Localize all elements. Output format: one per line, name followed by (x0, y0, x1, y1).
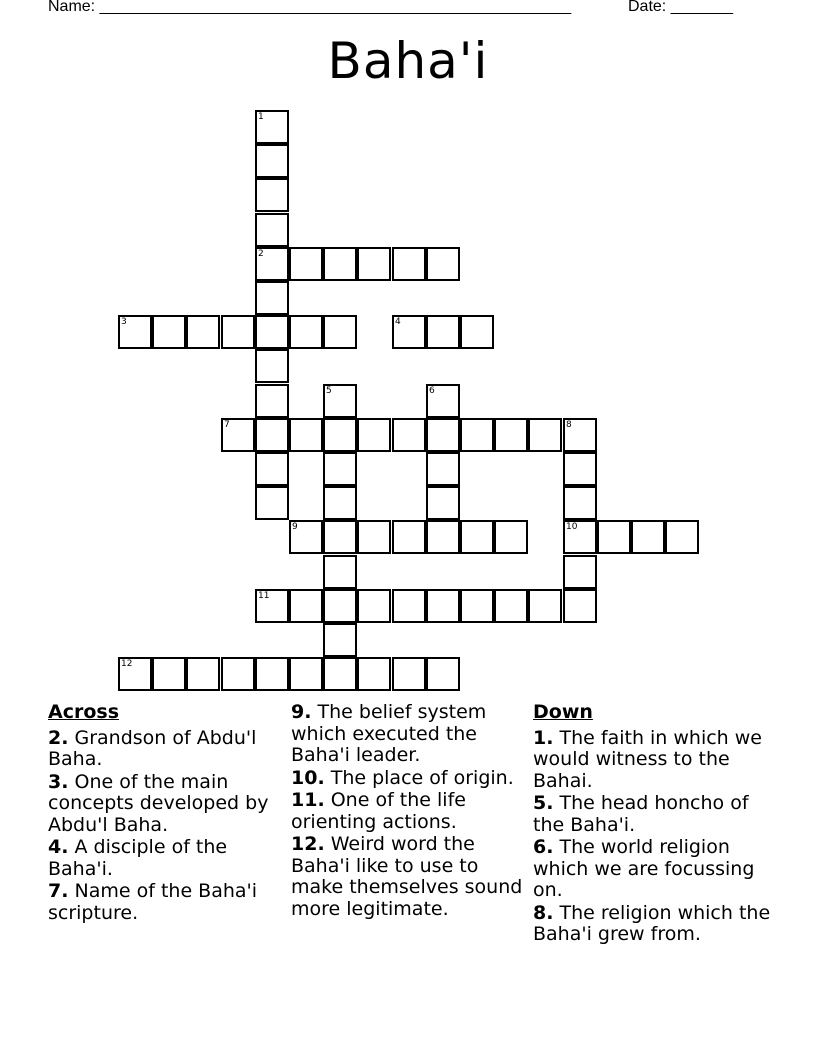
grid-cell[interactable] (255, 486, 289, 520)
clue-item-text: The head honcho of the Baha'i. (533, 792, 749, 836)
grid-cell[interactable] (255, 589, 289, 623)
grid-cell[interactable] (426, 384, 460, 418)
grid-cell[interactable] (255, 384, 289, 418)
clue-item-text: Weird word the Baha'i like to use to make themselves sound more legitimate. (291, 833, 523, 920)
grid-cell[interactable] (323, 315, 357, 349)
clue-item-number: 11. (291, 789, 325, 811)
grid-cell[interactable] (392, 418, 426, 452)
grid-cell[interactable] (392, 657, 426, 691)
date-field: Date: _______ (628, 0, 733, 15)
grid-cell[interactable] (289, 315, 323, 349)
clue-item-text: A disciple of the Baha'i. (48, 836, 228, 880)
clue-number: 4 (395, 317, 401, 327)
clue-item (48, 772, 288, 837)
grid-cell[interactable] (426, 247, 460, 281)
clue-item-text: The religion which the Baha'i grew from. (533, 901, 771, 945)
grid-cell[interactable] (460, 589, 494, 623)
clue-item (533, 793, 773, 836)
grid-cell[interactable] (323, 418, 357, 452)
grid-cell[interactable] (289, 589, 323, 623)
across-clues-column-continued (291, 702, 531, 921)
clue-number: 6 (429, 386, 435, 396)
clue-item-number: 5. (533, 792, 554, 814)
grid-cell[interactable] (563, 589, 597, 623)
clue-item-number: 2. (48, 726, 69, 749)
grid-cell[interactable] (221, 657, 255, 691)
clue-number: 3 (121, 317, 127, 327)
grid-cell[interactable] (323, 486, 357, 520)
grid-cell[interactable] (494, 418, 528, 452)
grid-cell[interactable] (186, 315, 220, 349)
clue-item (533, 728, 773, 793)
across-clue-list (48, 728, 288, 925)
clue-item-text: Name of the Baha'i scripture. (48, 880, 258, 924)
name-field: Name: _____________________________________________________ (48, 0, 572, 15)
grid-cell[interactable] (255, 657, 289, 691)
grid-cell[interactable] (357, 657, 391, 691)
puzzle-title: Baha'i (327, 32, 489, 90)
clue-item (291, 702, 531, 767)
down-heading: Down (533, 701, 593, 723)
grid-cell[interactable] (289, 520, 323, 554)
clue-item-text: The faith in which we would witness to the Bahai. (533, 726, 762, 792)
grid-cell[interactable] (426, 315, 460, 349)
clue-item-text: The belief system which executed the Baha'i leader. (291, 701, 487, 766)
clue-number: 8 (566, 420, 572, 430)
grid-cell[interactable] (528, 418, 562, 452)
grid-cell[interactable] (426, 486, 460, 520)
grid-cell[interactable] (221, 315, 255, 349)
clue-item (48, 728, 288, 771)
grid-cell[interactable] (255, 349, 289, 383)
grid-cell[interactable] (255, 281, 289, 315)
grid-cell[interactable] (255, 247, 289, 281)
grid-cell[interactable] (118, 657, 152, 691)
clue-item (48, 881, 288, 924)
grid-cell[interactable] (392, 247, 426, 281)
clue-item-number: 12. (291, 833, 325, 855)
grid-cell[interactable] (392, 589, 426, 623)
grid-cell[interactable] (255, 213, 289, 247)
clue-item-text: Grandson of Abdu'l Baha. (48, 726, 257, 770)
clue-item-text: The place of origin. (330, 766, 514, 789)
grid-cell[interactable] (357, 589, 391, 623)
clue-item-number: 10. (291, 766, 325, 789)
down-clue-list (533, 728, 773, 946)
grid-cell[interactable] (323, 589, 357, 623)
across-clue-list-continued (291, 702, 531, 920)
clue-item-text: The world religion which we are focussing on. (533, 836, 755, 901)
grid-cell[interactable] (392, 520, 426, 554)
grid-cell[interactable] (255, 418, 289, 452)
grid-cell[interactable] (255, 315, 289, 349)
grid-cell[interactable] (357, 418, 391, 452)
clue-number: 2 (258, 249, 264, 259)
clue-item (48, 837, 288, 880)
clue-number: 10 (566, 522, 578, 532)
grid-cell[interactable] (426, 657, 460, 691)
clue-item-text: One of the main concepts developed by Abdu'l Baha. (48, 770, 269, 836)
clue-item-number: 4. (48, 836, 69, 858)
grid-cell[interactable] (323, 623, 357, 657)
clue-item-number: 7. (48, 880, 69, 902)
clue-item (291, 834, 531, 920)
grid-cell[interactable] (494, 520, 528, 554)
grid-cell[interactable] (289, 657, 323, 691)
clue-number: 11 (258, 591, 270, 601)
clue-item-number: 8. (533, 901, 554, 924)
grid-cell[interactable] (494, 589, 528, 623)
grid-cell[interactable] (255, 452, 289, 486)
grid-cell[interactable] (426, 520, 460, 554)
grid-cell[interactable] (460, 520, 494, 554)
grid-cell[interactable] (152, 657, 186, 691)
grid-cell[interactable] (323, 555, 357, 589)
grid-cell[interactable] (289, 247, 323, 281)
clue-item-number: 3. (48, 770, 69, 793)
grid-cell[interactable] (323, 384, 357, 418)
grid-cell[interactable] (255, 144, 289, 178)
grid-cell[interactable] (426, 589, 460, 623)
grid-cell[interactable] (563, 555, 597, 589)
grid-cell[interactable] (597, 520, 631, 554)
grid-cell[interactable] (255, 178, 289, 212)
grid-cell[interactable] (186, 657, 220, 691)
grid-cell[interactable] (460, 418, 494, 452)
clue-item (533, 837, 773, 902)
grid-cell[interactable] (631, 520, 665, 554)
clue-item-number: 6. (533, 836, 554, 858)
clue-number: 7 (224, 420, 230, 430)
grid-cell[interactable] (460, 315, 494, 349)
grid-cell[interactable] (426, 452, 460, 486)
grid-cell[interactable] (323, 657, 357, 691)
clue-number: 1 (258, 112, 264, 122)
grid-cell[interactable] (323, 520, 357, 554)
clue-number: 5 (326, 386, 332, 396)
grid-cell[interactable] (563, 452, 597, 486)
grid-cell[interactable] (221, 418, 255, 452)
clue-item-number: 1. (533, 726, 554, 749)
grid-cell[interactable] (323, 452, 357, 486)
clue-item-text: One of the life orienting actions. (291, 789, 466, 833)
clue-item (291, 768, 531, 790)
grid-cell[interactable] (426, 418, 460, 452)
grid-cell[interactable] (563, 418, 597, 452)
grid-cell[interactable] (392, 315, 426, 349)
grid-cell[interactable] (357, 247, 391, 281)
grid-cell[interactable] (357, 520, 391, 554)
clue-item (291, 790, 531, 833)
clue-item-number: 9. (291, 701, 312, 723)
clue-item (533, 903, 773, 946)
grid-cell[interactable] (152, 315, 186, 349)
grid-cell[interactable] (118, 315, 152, 349)
grid-cell[interactable] (323, 247, 357, 281)
grid-cell[interactable] (289, 418, 323, 452)
grid-cell[interactable] (255, 110, 289, 144)
down-clues-column (533, 702, 773, 947)
grid-cell[interactable] (563, 520, 597, 554)
grid-cell[interactable] (563, 486, 597, 520)
grid-cell[interactable] (665, 520, 699, 554)
across-clues-column (48, 702, 288, 925)
clue-number: 9 (292, 522, 298, 532)
across-heading: Across (48, 701, 120, 723)
grid-cell[interactable] (528, 589, 562, 623)
clue-number: 12 (121, 659, 133, 669)
